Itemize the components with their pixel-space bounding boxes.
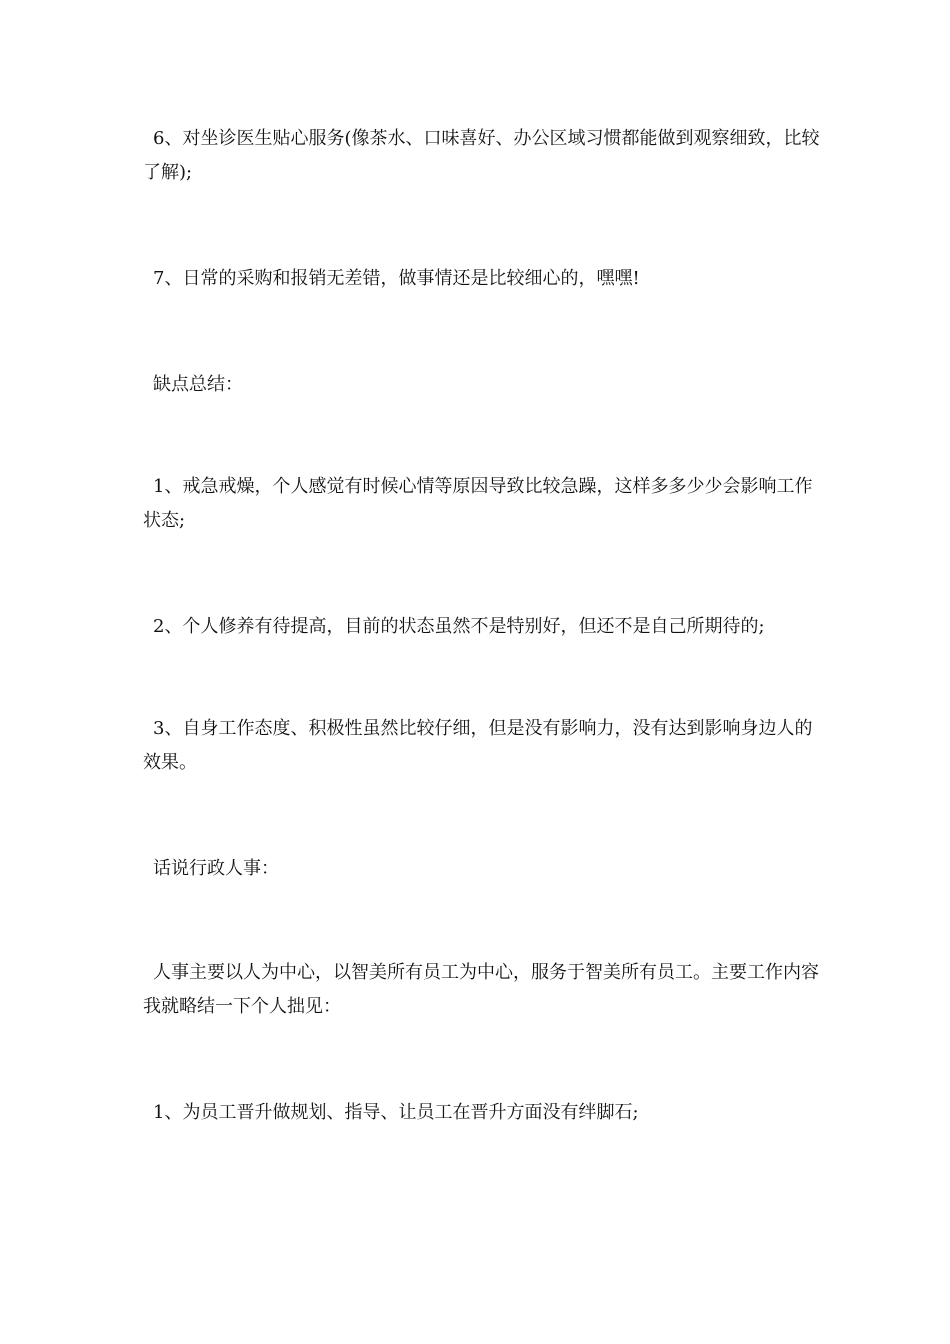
hr-intro bbox=[143, 956, 823, 1024]
shortcoming-1-text: 1、戒急戒燥，个人感觉有时候心情等原因导致比较急躁，这样多多少少会影响工作状态; bbox=[143, 476, 813, 531]
heading-admin-hr-text: 话说行政人事： bbox=[153, 858, 279, 879]
heading-admin-hr bbox=[143, 852, 823, 886]
shortcoming-2-text: 2、个人修养有待提高，目前的状态虽然不是特别好，但还不是自己所期待的; bbox=[153, 616, 765, 637]
hr-item-1 bbox=[143, 1096, 823, 1130]
paragraph-7-purchasing bbox=[143, 262, 823, 296]
shortcoming-2 bbox=[143, 610, 823, 644]
shortcoming-3 bbox=[143, 712, 823, 780]
shortcoming-3-text: 3、自身工作态度、积极性虽然比较仔细，但是没有影响力，没有达到影响身边人的效果。 bbox=[143, 718, 813, 773]
heading-shortcomings bbox=[143, 368, 823, 402]
hr-intro-text: 人事主要以人为中心，以智美所有员工为中心，服务于智美所有员工。主要工作内容我就略结一下个人拙见： bbox=[143, 962, 819, 1017]
hr-item-1-text: 1、为员工晋升做规划、指导、让员工在晋升方面没有绊脚石; bbox=[153, 1102, 639, 1123]
paragraph-6-text: 6、对坐诊医生贴心服务(像茶水、口味喜好、办公区域习惯都能做到观察细致，比较了解); bbox=[143, 128, 820, 183]
paragraph-7-text: 7、日常的采购和报销无差错，做事情还是比较细心的，嘿嘿! bbox=[153, 268, 640, 289]
paragraph-6-doctor-service bbox=[143, 122, 823, 190]
heading-shortcomings-text: 缺点总结： bbox=[153, 374, 243, 395]
shortcoming-1 bbox=[143, 470, 823, 538]
